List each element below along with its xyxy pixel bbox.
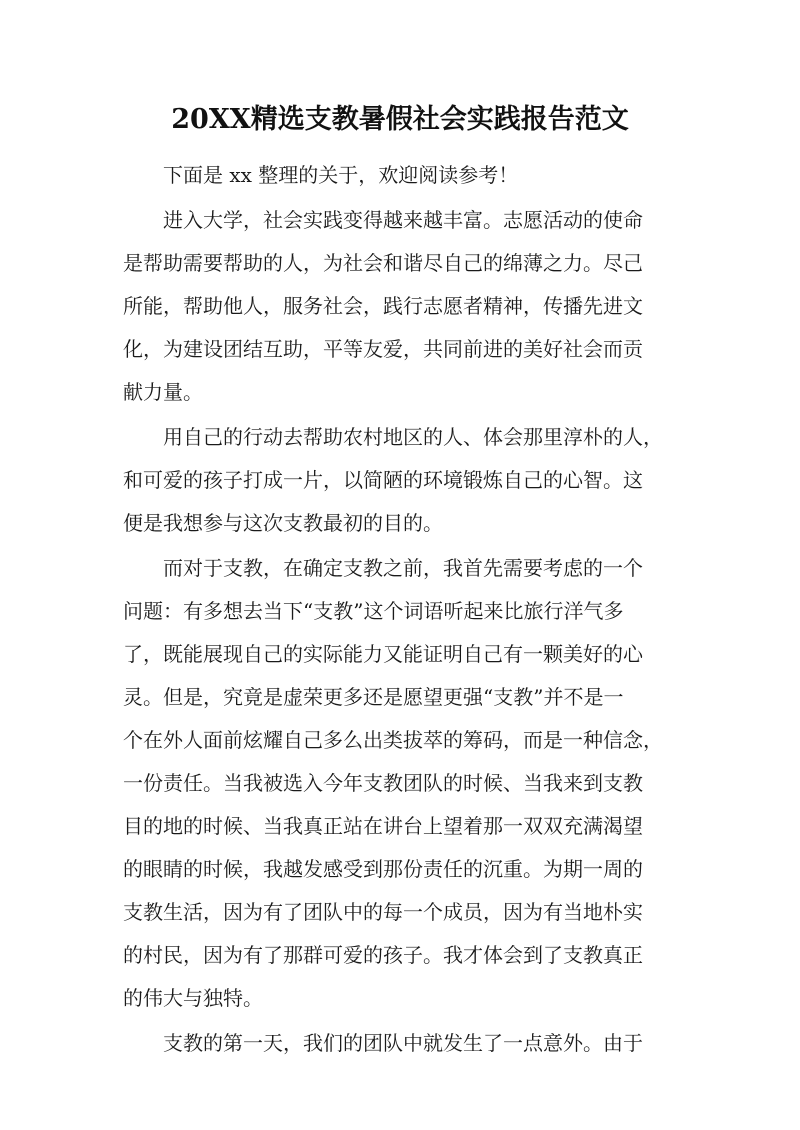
text-line: 下面是 xx 整理的关于，欢迎阅读参考！: [163, 163, 519, 187]
text-line: 便是我想参与这次支教最初的目的。: [123, 511, 443, 535]
text-line: 目的地的时候、当我真正站在讲台上望着那一双双充满渴望: [123, 814, 643, 838]
paragraph-2: [123, 416, 683, 545]
text-line: 一份责任。当我被选入今年支教团队的时候、当我来到支教: [123, 771, 643, 795]
paragraph-1: [123, 199, 683, 414]
paragraph-intro: [123, 154, 683, 197]
text-line: 化，为建设团结互助，平等友爱，共同前进的美好社会而贡: [123, 337, 643, 361]
text-line: 的伟大与独特。: [123, 986, 263, 1010]
text-line: 支教的第一天，我们的团队中就发生了一点意外。由于: [163, 1031, 643, 1055]
text-line: 用自己的行动去帮助农村地区的人、体会那里淳朴的人，: [163, 425, 663, 449]
document-body: [123, 154, 683, 1067]
text-line: 灵。但是，究竟是虚荣更多还是愿望更强“支教”并不是一: [123, 685, 624, 709]
text-line: 问题：有多想去当下“支教”这个词语听起来比旅行洋气多: [123, 599, 624, 623]
paragraph-3: [123, 547, 683, 1020]
text-line: 和可爱的孩子打成一片，以简陋的环境锻炼自己的心智。这: [123, 468, 643, 492]
text-line: 的村民，因为有了那群可爱的孩子。我才体会到了支教真正: [123, 943, 643, 967]
document-title: 20XX精选支教暑假社会实践报告范文: [171, 104, 629, 135]
text-line: 所能，帮助他人，服务社会，践行志愿者精神，传播先进文: [123, 294, 643, 318]
text-line: 支教生活，因为有了团队中的每一个成员，因为有当地朴实: [123, 900, 643, 924]
text-line: 献力量。: [123, 380, 203, 404]
text-line: 而对于支教，在确定支教之前，我首先需要考虑的一个: [163, 556, 643, 580]
paragraph-4: [123, 1022, 683, 1065]
text-line: 进入大学，社会实践变得越来越丰富。志愿活动的使命: [163, 208, 643, 232]
text-line: 个在外人面前炫耀自己多么出类拔萃的筹码，而是一种信念，: [123, 728, 663, 752]
text-line: 的眼睛的时候，我越发感受到那份责任的沉重。为期一周的: [123, 857, 643, 881]
text-line: 是帮助需要帮助的人，为社会和谐尽自己的绵薄之力。尽己: [123, 251, 643, 275]
text-line: 了，既能展现自己的实际能力又能证明自己有一颗美好的心: [123, 642, 643, 666]
